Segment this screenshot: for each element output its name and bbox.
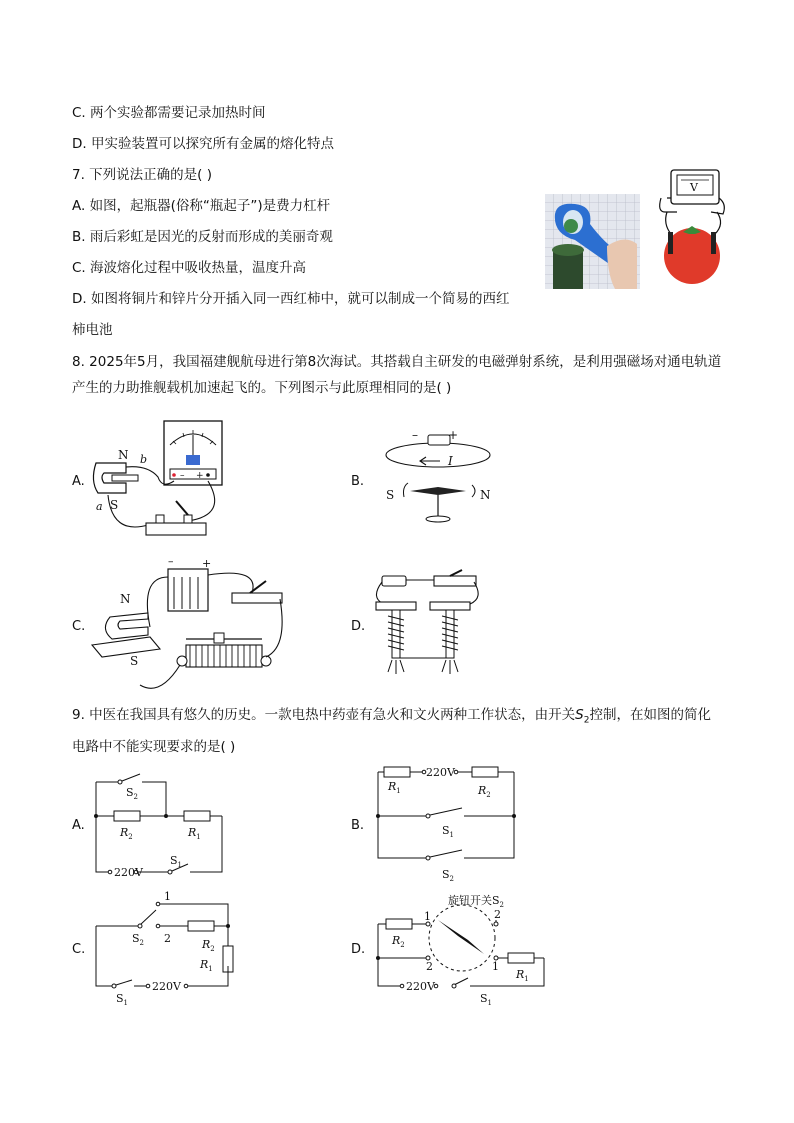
q9-label-d: D.: [351, 942, 366, 957]
q9-label-b: B.: [351, 818, 365, 833]
q7-option-d-line2: 柿电池: [72, 322, 113, 338]
fig-a-s: S: [110, 498, 119, 512]
svg-text:R2: $R_2$: [478, 784, 491, 799]
svg-text:S2: $S_2$: [132, 932, 145, 947]
q6-option-c: C. 两个实验都需要记录加热时间: [72, 105, 266, 121]
svg-text:R2: $R_2$: [392, 934, 405, 949]
q8-label-c: C.: [72, 619, 86, 634]
q9d-voltage: 220V: [406, 980, 435, 993]
q8-figure-a: [88, 415, 238, 545]
q9a-s2: S: [126, 786, 134, 799]
q9d-two-right: 2: [494, 908, 501, 921]
fig-b-minus: –: [412, 428, 418, 442]
q9d-r2: R: [392, 934, 401, 947]
q9-stem-sub: 2: [583, 715, 590, 726]
q9c-voltage: 220V: [152, 980, 181, 993]
q9d-s1: S: [480, 992, 488, 1005]
q8-label-d: D.: [351, 619, 366, 634]
q7-option-c: C. 海波熔化过程中吸收热量，温度升高: [72, 260, 307, 276]
fig-a-n: N: [118, 448, 129, 462]
fig-a-plus: +: [196, 471, 204, 481]
q8-figure-d: [370, 568, 485, 688]
svg-text:S1: $S_1$: [442, 824, 455, 839]
q8-label-b: B.: [351, 474, 365, 489]
svg-text:R2: $R_2$: [120, 826, 133, 841]
q9-circuit-d: [372, 890, 552, 1007]
svg-text:R2: $R_2$: [202, 938, 215, 953]
svg-text:R1: $R_1$: [516, 968, 529, 983]
q8-label-a: A.: [72, 474, 85, 489]
svg-text:S2: $S_2$: [126, 786, 139, 801]
q8-figure-b: [380, 425, 510, 530]
q9c-s2: S: [132, 932, 140, 945]
q9a-s1: S: [170, 854, 178, 867]
fig-c-minus: –: [168, 555, 174, 568]
q9d-knob: 旋钮开关S: [448, 894, 500, 907]
svg-text:S2: $S_2$: [442, 868, 455, 883]
q9c-two: 2: [164, 932, 171, 945]
q8-stem: 8. 2025年5月，我国福建舰航母进行第8次海试。其搭载自主研发的电磁弹射系统，是利用强磁场对通电轨道产生的力助推舰载机加速起飞的。下列图示与此原理相同的是( ): [72, 354, 722, 396]
q9b-s2: S: [442, 868, 450, 881]
q9c-r2: R: [202, 938, 211, 951]
q9d-one-right: 1: [492, 960, 499, 973]
q9c-r1: R: [200, 958, 209, 971]
q9-label-c: C.: [72, 942, 86, 957]
q9-circuit-c: [92, 890, 237, 1007]
svg-text:旋钮开关S2: 旋钮开关$S_2$: [448, 894, 505, 909]
q9c-s1: S: [116, 992, 124, 1005]
q7-option-b: B. 雨后彩虹是因光的反射而形成的美丽奇观: [72, 229, 333, 245]
fig-c-s: S: [130, 654, 139, 668]
q9-stem-var: S: [575, 707, 584, 723]
q9b-r2: R: [478, 784, 487, 797]
svg-text:R1: $R_1$: [200, 958, 213, 973]
q9b-voltage: 220V: [426, 766, 455, 779]
q9b-s1: S: [442, 824, 450, 837]
svg-text:R1: $R_1$: [188, 826, 201, 841]
fig-b-current: I: [448, 454, 453, 468]
fig-c-plus: +: [202, 557, 212, 570]
q9d-two-left: 2: [426, 960, 433, 973]
q6-option-d: D. 甲实验装置可以探究所有金属的熔化特点: [72, 136, 334, 152]
q9-label-a: A.: [72, 818, 85, 833]
voltmeter-symbol: V: [690, 181, 698, 194]
q9c-one: 1: [164, 890, 171, 903]
q9-stem-part2: 控制，在如图的简化电路中不能实现要求的是( ): [72, 707, 711, 755]
fig-b-n: N: [480, 488, 491, 502]
q7-option-d-line1: D. 如图将铜片和锌片分开插入同一西红柿中，就可以制成一个简易的西红: [72, 291, 510, 307]
q7-stem: 7. 下列说法正确的是( ): [72, 167, 212, 183]
q9-stem: [72, 702, 722, 760]
fig-a-minus: –: [180, 471, 185, 481]
q7-option-a: A. 如图，起瓶器(俗称“瓶起子”)是费力杠杆: [72, 198, 331, 214]
svg-text:S1: $S_1$: [116, 992, 129, 1007]
fig-b-s: S: [386, 488, 395, 502]
fig-a-b: b: [140, 453, 148, 466]
svg-text:S1: $S_1$: [480, 992, 493, 1007]
q9a-r2: R: [120, 826, 129, 839]
q9d-r1: R: [516, 968, 525, 981]
q9d-one-left: 1: [424, 910, 431, 923]
tomato-battery-figure: [655, 168, 730, 286]
fig-c-n: N: [120, 592, 131, 606]
q9a-voltage: 220V: [114, 866, 143, 879]
q9a-r1: R: [188, 826, 197, 839]
svg-text:S1: $S_1$: [170, 854, 183, 869]
fig-a-a: a: [96, 500, 103, 513]
q9-circuit-a: [90, 770, 230, 882]
q8-figure-c: [90, 557, 290, 697]
q9-stem-part1: 9. 中医在我国具有悠久的历史。一款电热中药壶有急火和文火两种工作状态，由开关: [72, 707, 576, 723]
svg-text:R1: $R_1$: [388, 780, 401, 795]
q9b-r1: R: [388, 780, 397, 793]
fig-b-plus: +: [448, 428, 459, 442]
q9-circuit-b: [372, 762, 522, 886]
bottle-opener-photo: [545, 194, 640, 289]
